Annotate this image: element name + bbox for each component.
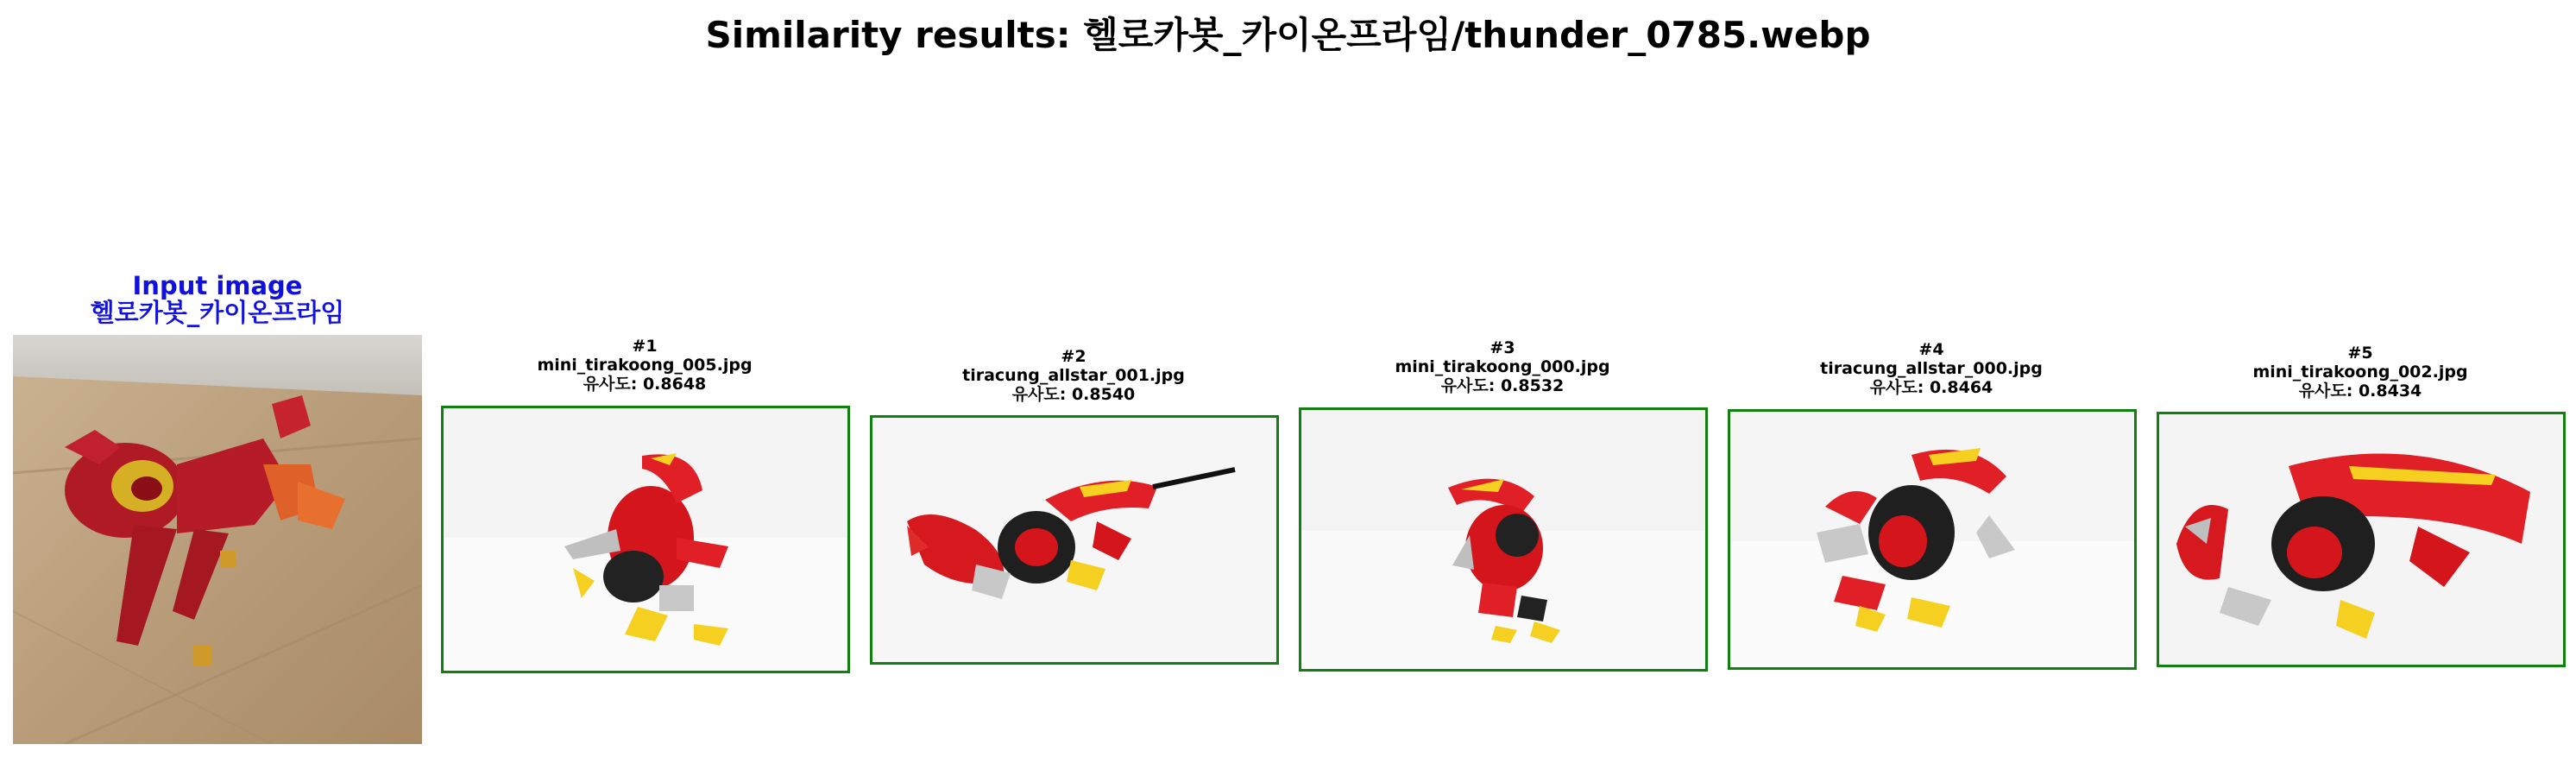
result-caption [438,337,852,394]
result-rank: #3 [1490,338,1515,357]
result-filename: mini_tirakoong_002.jpg [2252,363,2468,382]
result-similarity: 유사도: 0.8434 [2298,382,2422,401]
result-image[interactable] [1728,409,2137,670]
result-filename: tiracung_allstar_000.jpg [1820,359,2043,378]
input-caption [13,273,422,326]
result-filename: mini_tirakoong_005.jpg [537,356,753,375]
input-class-name: 헬로카봇_카이온프라임 [90,298,345,327]
result-similarity: 유사도: 0.8532 [1440,376,1565,395]
input-label: Input image [132,271,303,300]
result-similarity: 유사도: 0.8464 [1869,378,1993,397]
result-image[interactable] [441,406,850,673]
result-caption [1724,340,2138,397]
result-caption [866,347,1281,404]
result-image[interactable] [870,415,1279,665]
result-image[interactable] [2157,412,2566,667]
result-caption [1295,338,1710,395]
page-title: Similarity results: 헬로카봇_카이온프라임/thunder_0785.webp [705,14,1871,56]
result-similarity: 유사도: 0.8648 [583,375,707,394]
result-similarity: 유사도: 0.8540 [1011,385,1136,404]
result-rank: #4 [1918,340,1944,359]
result-rank: #5 [2347,344,2373,363]
result-image[interactable] [1299,407,1708,672]
input-image [13,335,422,744]
result-caption [2153,344,2567,401]
result-rank: #2 [1061,347,1086,366]
result-filename: mini_tirakoong_000.jpg [1395,357,1610,376]
result-rank: #1 [632,337,658,356]
result-filename: tiracung_allstar_001.jpg [962,366,1185,385]
